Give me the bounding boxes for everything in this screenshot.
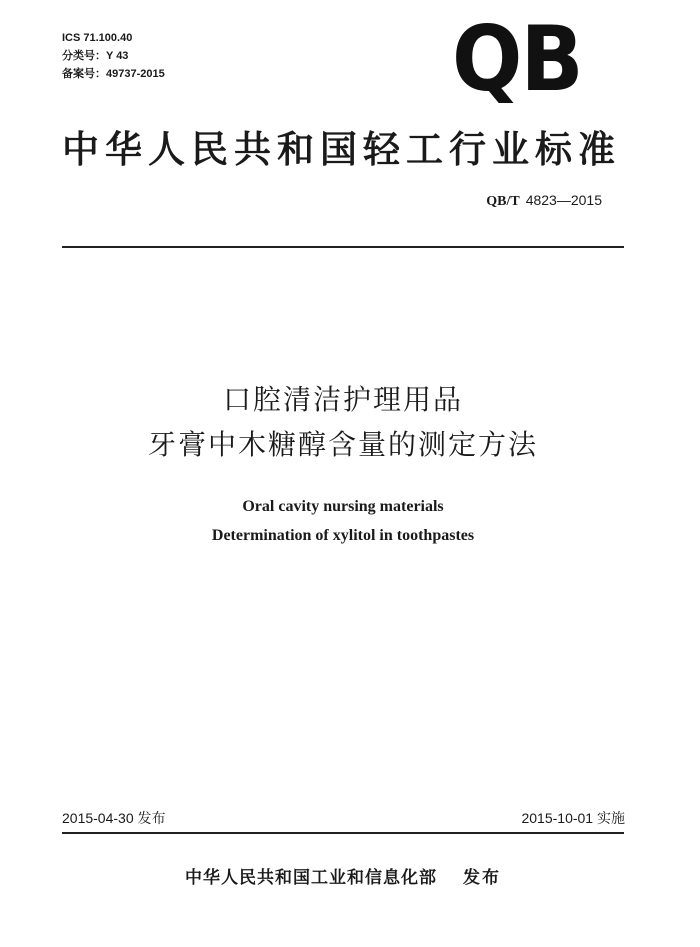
bottom-divider bbox=[62, 832, 624, 834]
issuer-name: 中华人民共和国工业和信息化部 bbox=[185, 868, 437, 888]
standard-number bbox=[486, 191, 602, 211]
ics-code: ICS 71.100.40 bbox=[62, 32, 133, 44]
standard-serial: 4823—2015 bbox=[525, 192, 602, 208]
issuer-line bbox=[62, 867, 624, 889]
zh-title-line-1: 口腔清洁护理用品 bbox=[222, 383, 463, 416]
record-number: 备案号：49737-2015 bbox=[62, 68, 165, 80]
implementation-date: 2015-10-01 实施 bbox=[521, 810, 625, 826]
classification-number: 分类号：Y 43 bbox=[62, 50, 129, 62]
top-divider bbox=[62, 246, 624, 248]
issuer-action: 发布 bbox=[463, 868, 501, 888]
en-title-line-2: Determination of xylitol in toothpastes bbox=[211, 527, 475, 544]
issue-date: 2015-04-30 发布 bbox=[62, 810, 166, 826]
standard-code: QB/T bbox=[486, 194, 520, 209]
zh-title-line-2: 牙膏中木糖醇含量的测定方法 bbox=[147, 428, 538, 461]
en-title-line-1: Oral cavity nursing materials bbox=[242, 498, 444, 515]
org-standard-title: 中华人民共和国轻工行业标准 bbox=[62, 128, 621, 171]
qb-logo: QB bbox=[452, 7, 582, 112]
